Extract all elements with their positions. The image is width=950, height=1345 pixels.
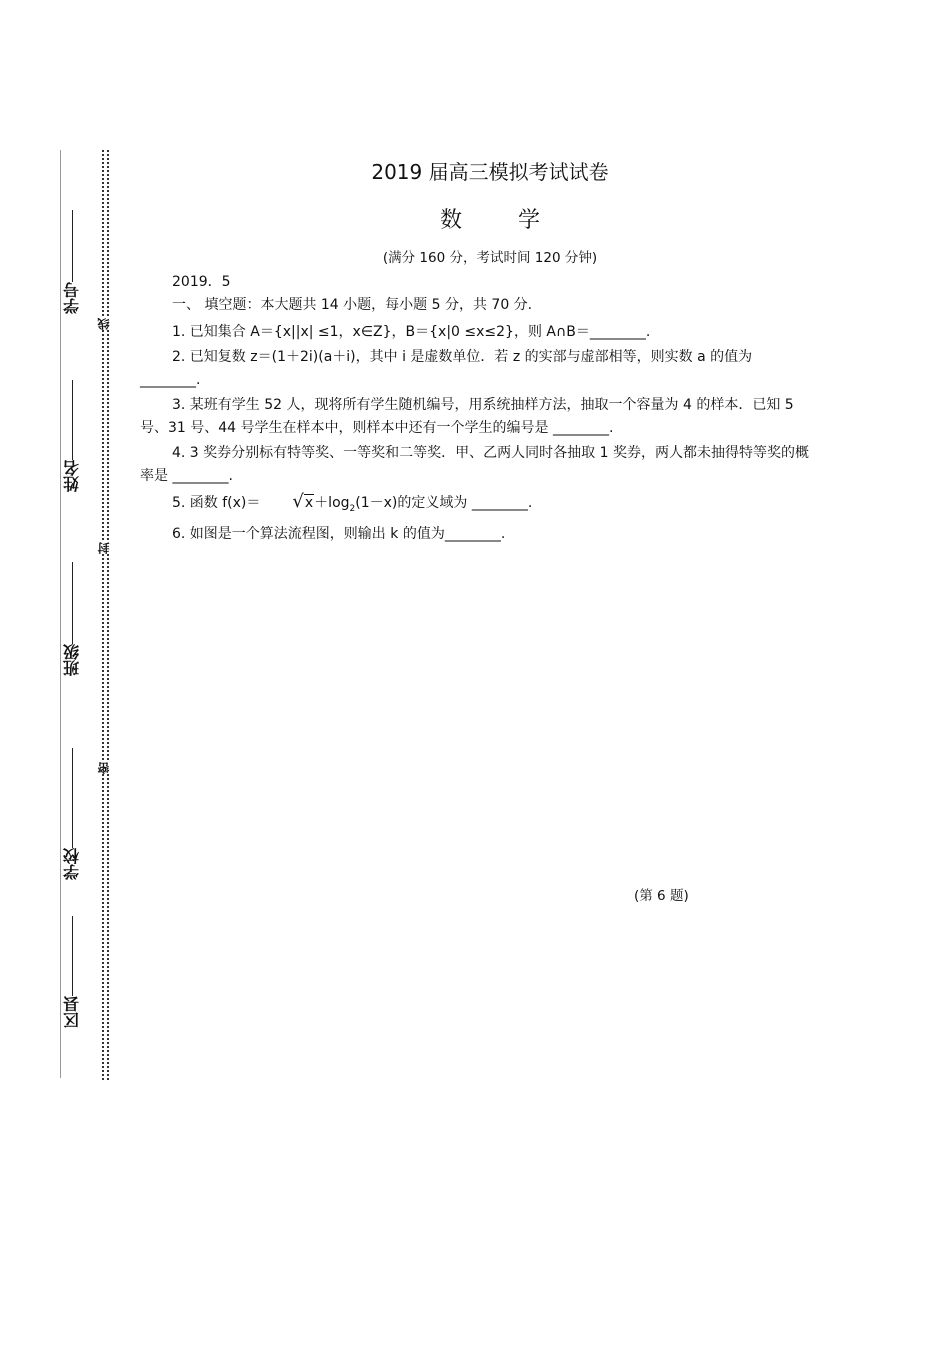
- field-school: [58, 732, 86, 880]
- field-class: [58, 546, 86, 676]
- field-district: [58, 902, 86, 1028]
- exam-title: 2019 届高三模拟考试试卷: [371, 160, 609, 184]
- field-name: [58, 362, 86, 492]
- log-base: 2: [349, 503, 356, 514]
- question-2: 2. 已知复数 z＝(1＋2i)(a＋i)，其中 i 是虚数单位．若 z 的实部与虚部相等，则实数 a 的值为________.: [140, 349, 753, 388]
- question-5: [140, 490, 812, 521]
- cut-line-inner: [102, 150, 104, 1080]
- figure-caption: (第 6 题): [634, 888, 689, 904]
- field-label-class: 班级: [62, 644, 82, 676]
- field-label-name: 姓名: [62, 460, 82, 492]
- field-label-school: 学校: [62, 848, 82, 880]
- blank-line: [71, 562, 74, 644]
- question-3: 3. 某班有学生 52 人，现将所有学生随机编号，用系统抽样方法，抽取一个容量为 4 的样本．已知 5 号、31 号、44 号学生在样本中，则样本中还有一个学生的编号是 ________.: [140, 397, 794, 436]
- exam-subject: 数学: [439, 208, 596, 233]
- radical-sign-icon: √: [292, 491, 304, 512]
- exam-date: 2019．5: [172, 274, 231, 290]
- q5-prefix: 5. 函数 f(x)＝: [172, 495, 261, 511]
- radicand: x: [304, 495, 314, 511]
- student-info-fields: [58, 150, 86, 1080]
- cut-label-seal: 封: [97, 542, 111, 554]
- blank-line: [71, 748, 74, 848]
- field-label-district: 区县: [62, 996, 82, 1028]
- cut-line-outer: [107, 150, 109, 1080]
- section-heading: 一、 填空题：本大题共 14 小题，每小题 5 分，共 70 分.: [172, 297, 533, 313]
- field-label-student-number: 学号: [62, 282, 82, 314]
- q5-log: ＋log: [314, 495, 350, 511]
- q5-suffix: (1－x)的定义域为 ________.: [355, 495, 533, 511]
- exam-content: [140, 271, 812, 548]
- question-4: 4. 3 奖券分别标有特等奖、一等奖和二等奖．甲、乙两人同时各抽取 1 奖券，两人都未抽得特等奖的概率是 ________.: [140, 445, 809, 484]
- question-6: 6. 如图是一个算法流程图，则输出 k 的值为________.: [172, 525, 506, 542]
- blank-line: [71, 380, 74, 460]
- cut-label-line: 线: [97, 318, 111, 330]
- question-1: 1. 已知集合 A＝{x||x| ≤1，x∈Z}，B＝{x|0 ≤x≤2}，则 A∩B＝________.: [172, 324, 651, 340]
- cut-label-secret: 密: [97, 762, 111, 774]
- blank-line: [71, 916, 74, 996]
- exam-info: (满分 160 分，考试时间 120 分钟): [382, 250, 598, 266]
- sqrt-expression: [260, 490, 314, 515]
